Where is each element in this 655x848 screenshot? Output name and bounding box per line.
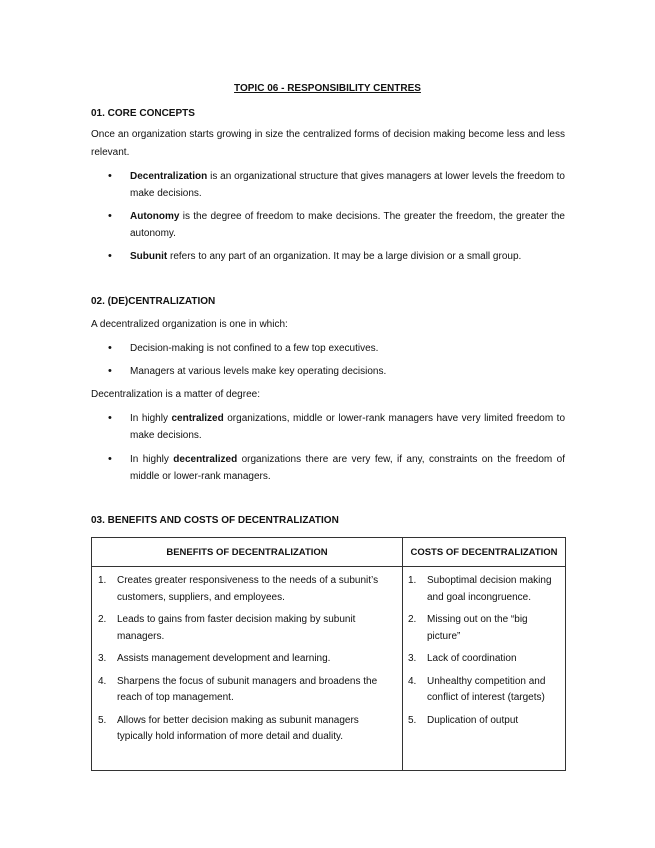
term-decentralized: decentralized <box>173 454 238 465</box>
bullet-text <box>130 208 565 242</box>
item-number: 2. <box>408 614 417 625</box>
degree-intro: Decentralization is a matter of degree: <box>91 389 260 400</box>
list-item <box>403 612 565 645</box>
term-centralized: centralized <box>171 413 224 424</box>
item-text: Leads to gains from faster decision making by subunit managers. <box>117 614 356 642</box>
definition-text: is an organizational structure that gives managers at lower levels the freedom to make decisions. <box>130 171 565 199</box>
item-number: 5. <box>408 714 417 726</box>
bullet-text <box>130 168 565 202</box>
bullet-icon: • <box>108 250 112 262</box>
section-heading-core-concepts: 01. CORE CONCEPTS <box>91 108 195 119</box>
list-item <box>403 713 565 730</box>
bullet-icon: • <box>108 412 112 424</box>
term-decentralization: Decentralization <box>130 171 208 182</box>
item-text: Creates greater responsiveness to the needs of a subunit’s customers, suppliers, and employees. <box>117 575 379 603</box>
item-number: 4. <box>98 675 107 687</box>
text-pre: In highly <box>130 413 172 424</box>
item-number: 2. <box>98 614 107 625</box>
item-text: Assists management development and learning. <box>117 653 331 664</box>
list-item <box>403 651 565 668</box>
table-body-row <box>92 567 566 771</box>
list-item <box>403 573 565 606</box>
item-text: Lack of coordination <box>427 653 517 664</box>
item-number: 4. <box>408 675 417 687</box>
costs-list <box>403 573 565 729</box>
text-post: organizations there are very few, if any, constraints on the freedom of middle or lower-rank managers. <box>130 454 566 482</box>
list-item <box>92 573 402 606</box>
item-text: Duplication of output <box>427 714 519 726</box>
bullet-icon: • <box>108 453 112 465</box>
benefits-header: BENEFITS OF DECENTRALIZATION <box>92 538 403 567</box>
list-item <box>92 651 402 668</box>
bullet-text <box>130 410 565 444</box>
bullet-icon: • <box>108 210 112 222</box>
costs-cell <box>403 567 566 771</box>
benefits-cell <box>92 567 403 771</box>
item-text: Suboptimal decision making and goal incongruence. <box>427 575 552 603</box>
item-number: 5. <box>98 714 107 726</box>
table-header-row <box>92 538 566 567</box>
benefits-list <box>92 573 402 746</box>
definition-text: is the degree of freedom to make decisions. The greater the freedom, the greater the autonomy. <box>130 211 565 239</box>
item-number: 1. <box>408 575 417 586</box>
term-autonomy: Autonomy <box>130 211 180 222</box>
text-pre: In highly <box>130 454 174 465</box>
item-number: 3. <box>408 653 417 664</box>
list-item <box>403 674 565 707</box>
list-item <box>92 713 402 746</box>
core-concepts-intro: Once an organization starts growing in size the centralized forms of decision making become less and less relevant. <box>91 129 565 158</box>
bullet-icon: • <box>108 342 112 354</box>
item-number: 3. <box>98 653 107 664</box>
bullet-text <box>130 248 565 265</box>
bullet-text: Decision-making is not confined to a few top executives. <box>130 343 379 354</box>
text-post: organizations, middle or lower-rank managers have very limited freedom to make decisions. <box>130 413 565 441</box>
list-item <box>92 674 402 707</box>
benefits-costs-table <box>91 537 566 771</box>
list-item <box>92 612 402 645</box>
term-subunit: Subunit <box>130 251 168 262</box>
decentralized-intro: A decentralized organization is one in which: <box>91 319 288 330</box>
section-heading-decentralization: 02. (DE)CENTRALIZATION <box>91 296 216 307</box>
item-text: Allows for better decision making as subunit managers typically hold information of more detail and duality. <box>117 714 359 742</box>
bullet-text: Managers at various levels make key operating decisions. <box>130 366 387 377</box>
bullet-text <box>130 451 565 485</box>
costs-header: COSTS OF DECENTRALIZATION <box>403 538 566 567</box>
section-heading-benefits-costs: 03. BENEFITS AND COSTS OF DECENTRALIZATION <box>91 515 339 526</box>
item-number: 1. <box>98 575 107 586</box>
item-text: Unhealthy competition and conflict of interest (targets) <box>427 675 546 703</box>
definition-text: refers to any part of an organization. It may be a large division or a small group. <box>167 251 522 262</box>
bullet-icon: • <box>108 170 112 182</box>
item-text: Missing out on the “big picture” <box>427 614 528 642</box>
item-text: Sharpens the focus of subunit managers and broadens the reach of top management. <box>117 675 378 703</box>
bullet-icon: • <box>108 365 112 377</box>
page-title: TOPIC 06 - RESPONSIBILITY CENTRES <box>234 83 421 94</box>
